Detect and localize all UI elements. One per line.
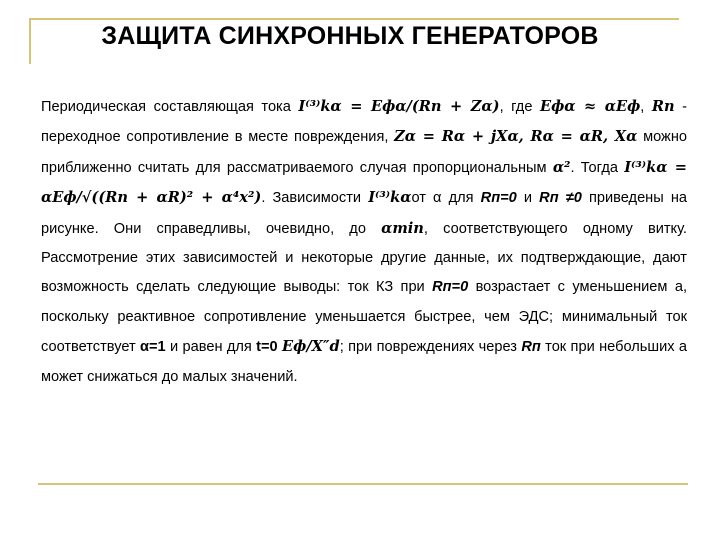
text-segment: , где <box>499 99 540 115</box>
text-segment: и <box>516 190 540 207</box>
text-segment: ток при небольших а может снижаться до малых значений. <box>41 339 687 385</box>
formula-impedance: Zα = Rα + jXα, Rα = αR, Xα <box>394 128 638 146</box>
text-segment: . Тогда <box>570 159 625 176</box>
formula-emf-over-xd: Eф/X″d <box>282 338 340 356</box>
formula-alpha-min: αmin <box>381 219 424 237</box>
label-rp: Rп <box>521 339 541 356</box>
formula-rp: Rп <box>651 98 675 115</box>
formula-emf: Eфα ≈ αEф <box>539 98 641 115</box>
label-rp-zero-2: Rп=0 <box>432 279 469 296</box>
text-segment: Периодическая составляющая тока <box>41 99 299 115</box>
body-text <box>41 92 687 392</box>
formula-alpha-squared: α² <box>552 158 571 176</box>
formula-current-short: I⁽³⁾kα <box>368 189 412 207</box>
text-segment: и равен для <box>165 339 257 356</box>
text-segment: приведены на рисунке. Они справедливы, очевидно, до <box>41 190 688 237</box>
slide-title: ЗАЩИТА СИНХРОННЫХ ГЕНЕРАТОРОВ <box>101 22 599 50</box>
text-segment: от α для <box>411 190 481 207</box>
frame-bottom-line <box>38 483 688 485</box>
label-rp-zero: Rп=0 <box>480 190 517 207</box>
text-segment: можно приближенно считать для рассматриваемого случая пропорциональным <box>41 129 687 176</box>
label-t-zero: t=0 <box>256 339 278 356</box>
text-segment: возрастает с уменьшением а, поскольку реактивное сопротивление уменьшается быстрее, чем ЭДС; минимальный ток соответствует <box>41 279 688 356</box>
label-alpha-one: α=1 <box>140 339 166 356</box>
label-rp-nonzero: Rп ≠0 <box>539 190 582 207</box>
frame-top-line <box>29 18 679 20</box>
formula-current-full: I⁽³⁾kα = αEф/√((Rп + αR)² + α⁴x²) <box>41 158 687 207</box>
text-segment: , соответствующего одному витку. Рассмотрение этих зависимостей и некоторые другие данные, их подтверждающие, дают возможность сделать следующие выводы: ток КЗ при <box>41 220 687 296</box>
text-segment: . Зависимости <box>261 190 369 207</box>
text-segment: ; при повреждениях через <box>339 339 522 356</box>
text-segment: , <box>640 99 652 115</box>
text-segment: - переходное сопротивление в месте повреждения, <box>41 99 687 146</box>
formula-current: I⁽³⁾kα = Eфα/(Rп + Zα) <box>298 98 500 115</box>
